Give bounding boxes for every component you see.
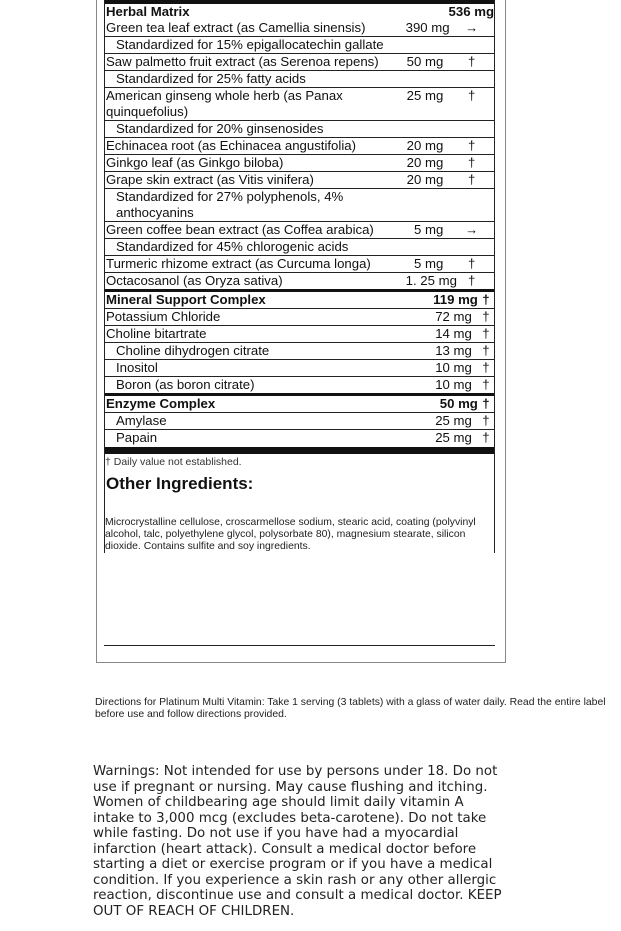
ingredient-name: Inositol	[105, 360, 392, 377]
dagger-mark: †	[478, 309, 494, 326]
ingredient-name: Standardized for 25% fatty acids	[105, 71, 405, 88]
ingredient-row	[105, 189, 494, 222]
ingredient-row	[105, 20, 494, 37]
dagger-mark: †	[449, 155, 494, 172]
dagger-mark: →	[449, 222, 494, 239]
ingredient-name: Ginkgo leaf (as Ginkgo biloba)	[105, 155, 405, 172]
ingredient-name: Saw palmetto fruit extract (as Serenoa repens)	[105, 54, 405, 71]
ingredient-amount	[405, 71, 450, 88]
ingredient-row	[105, 88, 494, 121]
ingredient-name: Turmeric rhizome extract (as Curcuma longa)	[105, 256, 405, 273]
ingredient-name: Standardized for 20% ginsenosides	[105, 121, 405, 138]
ingredient-row	[105, 309, 494, 326]
dagger-mark	[449, 71, 494, 88]
ingredient-row	[105, 71, 494, 88]
ingredient-row	[105, 239, 494, 256]
ingredient-amount: 14 mg	[392, 326, 478, 343]
ingredient-name: Boron (as boron citrate)	[105, 377, 392, 394]
ingredient-name: Standardized for 27% polyphenols, 4% anthocyanins	[105, 189, 405, 222]
ingredient-amount: 72 mg	[392, 309, 478, 326]
dagger-mark: †	[449, 172, 494, 189]
ingredient-row	[105, 172, 494, 189]
ingredient-name: Green coffee bean extract (as Coffea arabica)	[105, 222, 405, 239]
section-title: Herbal Matrix	[106, 4, 190, 19]
warnings-text: Warnings: Not intended for use by persons under 18. Do not use if pregnant or nursing. May cause flushing and itching. Women of childbearing age should limit daily vitamin A intake to 3,000 mcg (excludes beta-carotene). Do not take while fasting. Do not use if you have had a myocardial infarction (heart attack). Consult a medical doctor before starting a diet or exercise program or if you have a medical condition. If you experience a skin rash or any other allergic reaction, discontinue use and consult a medical doctor. KEEP OUT OF REACH OF CHILDREN.	[93, 764, 502, 919]
ingredient-row	[105, 273, 494, 290]
section-title: Mineral Support Complex	[106, 292, 266, 307]
dagger-mark	[449, 239, 494, 256]
dagger-mark	[449, 37, 494, 54]
mineral-header-row	[105, 292, 494, 309]
ingredient-amount: 20 mg	[405, 155, 450, 172]
other-ingredients-title: Other Ingredients:	[106, 474, 254, 493]
ingredient-name: Green tea leaf extract (as Camellia sinensis)	[106, 20, 366, 35]
ingredient-amount: 10 mg	[392, 360, 478, 377]
herbal-matrix-table	[105, 4, 494, 289]
ingredient-row	[105, 121, 494, 138]
ingredient-name: Papain	[105, 430, 392, 447]
ingredient-amount: 13 mg	[392, 343, 478, 360]
ingredient-amount	[405, 189, 450, 222]
panel-bottom-border	[104, 645, 495, 646]
ingredient-amount	[405, 239, 450, 256]
ingredient-row	[105, 343, 494, 360]
herbal-header-row	[105, 4, 494, 20]
ingredient-row	[105, 54, 494, 71]
ingredient-row	[105, 377, 494, 394]
enzyme-header-row	[105, 396, 494, 413]
dagger-mark: †	[449, 54, 494, 71]
dagger-mark: †	[482, 292, 490, 307]
ingredient-amount: 5 mg	[405, 222, 450, 239]
enzyme-complex-table	[105, 396, 494, 446]
ingredient-amount	[405, 121, 450, 138]
dagger-mark: †	[478, 430, 494, 447]
ingredient-amount: 390 mg	[405, 20, 450, 35]
ingredient-name: American ginseng whole herb (as Panax quinquefolius)	[105, 88, 405, 121]
ingredient-amount: 25 mg	[392, 413, 478, 430]
supplement-facts-panel	[104, 0, 495, 553]
section-amount: 119 mg	[433, 292, 478, 307]
ingredient-name: Echinacea root (as Echinacea angustifolia)	[105, 138, 405, 155]
dagger-mark: †	[478, 326, 494, 343]
ingredient-row	[105, 413, 494, 430]
dagger-mark: →	[465, 20, 479, 35]
ingredient-name: Standardized for 15% epigallocatechin gallate	[105, 37, 405, 54]
ingredient-amount: 50 mg	[405, 54, 450, 71]
ingredient-amount: 5 mg	[405, 256, 450, 273]
ingredient-amount	[405, 37, 450, 54]
ingredient-row	[105, 326, 494, 343]
ingredient-row	[105, 256, 494, 273]
bottom-rule	[105, 447, 494, 454]
ingredient-amount: 1. 25 mg	[405, 273, 457, 288]
dagger-mark: †	[449, 138, 494, 155]
ingredient-amount: 10 mg	[392, 377, 478, 394]
dagger-mark: †	[449, 273, 494, 290]
dagger-mark	[449, 121, 494, 138]
ingredient-row	[105, 138, 494, 155]
dagger-mark: †	[478, 360, 494, 377]
ingredient-row	[105, 155, 494, 172]
ingredient-row	[105, 37, 494, 54]
ingredient-row	[105, 430, 494, 447]
dagger-mark: †	[449, 88, 494, 121]
ingredient-amount: 20 mg	[405, 172, 450, 189]
ingredient-amount: 20 mg	[405, 138, 450, 155]
other-ingredients-text: Microcrystalline cellulose, croscarmellose sodium, stearic acid, coating (polyvinyl alcohol, talc, polyethylene glycol, polysorbate 80), magnesium stearate, silicon dioxide. Contains sulfite and soy ingredients.	[105, 517, 476, 552]
section-title: Enzyme Complex	[106, 396, 216, 411]
section-amount: 536 mg	[448, 4, 494, 19]
ingredient-name: Choline dihydrogen citrate	[105, 343, 392, 360]
daily-value-footnote: † Daily value not established.	[105, 456, 242, 468]
ingredient-name: Standardized for 45% chlorogenic acids	[105, 239, 405, 256]
ingredient-name: Potassium Chloride	[105, 309, 392, 326]
ingredient-name: Choline bitartrate	[105, 326, 392, 343]
dagger-mark: †	[449, 256, 494, 273]
ingredient-amount: 25 mg	[405, 88, 450, 121]
ingredient-amount: 25 mg	[392, 430, 478, 447]
ingredient-name: Octacosanol (as Oryza sativa)	[105, 273, 405, 290]
ingredient-row	[105, 222, 494, 239]
dagger-mark	[449, 189, 494, 222]
ingredient-row	[105, 360, 494, 377]
mineral-complex-table	[105, 292, 494, 393]
ingredient-name: Amylase	[105, 413, 392, 430]
dagger-mark: †	[482, 396, 490, 411]
ingredient-name: Grape skin extract (as Vitis vinifera)	[105, 172, 405, 189]
dagger-mark: †	[478, 343, 494, 360]
dagger-mark: †	[478, 413, 494, 430]
directions-text: Directions for Platinum Multi Vitamin: Take 1 serving (3 tablets) with a glass of water daily. Read the entire label before use and follow directions provided.	[95, 697, 606, 720]
section-amount: 50 mg	[439, 396, 478, 411]
dagger-mark: †	[478, 377, 494, 394]
